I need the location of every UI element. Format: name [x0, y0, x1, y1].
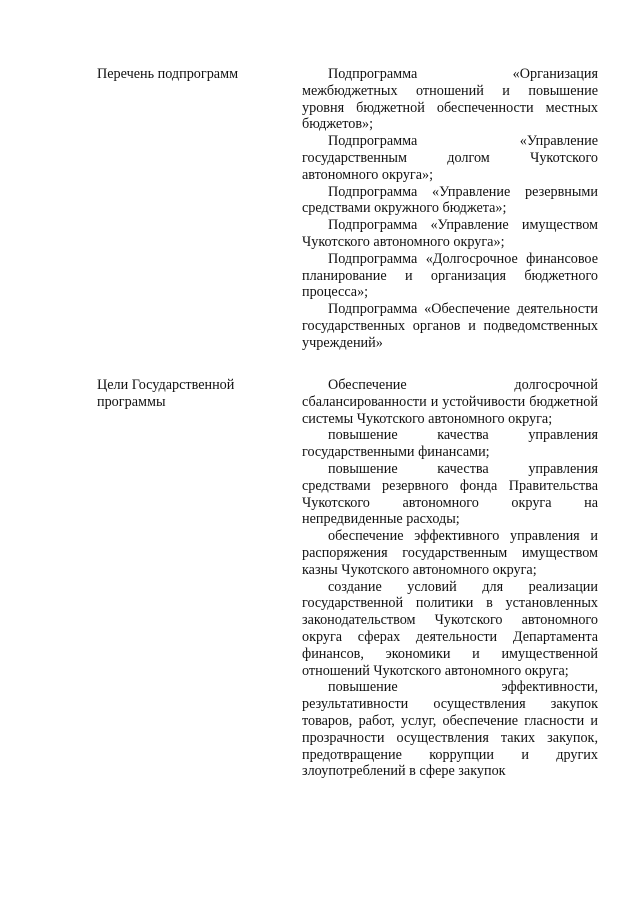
- goal-item: повышение качества управления государственными финансами;: [302, 427, 598, 461]
- subprogram-item: Подпрограмма «Управление имуществом Чукотского автономного округа»;: [302, 217, 598, 250]
- goals-label: Цели Государственной программы: [97, 377, 235, 410]
- goal-item: создание условий для реализации государственной политики в установленных законодательством Чукотского автономного округа сферах деятельности Департамента финансов, экономики и имущественной отношений Чукотского автономного округа;: [302, 578, 598, 679]
- goal-item: обеспечение эффективного управления и распоряжения государственным имуществом казны Чукотского автономного округа;: [302, 528, 598, 578]
- subprogram-item: Подпрограмма «Долгосрочное финансовое планирование и организация бюджетного процесса»;: [302, 250, 598, 301]
- goal-item: Обеспечение долгосрочной сбалансированности и устойчивости бюджетной системы Чукотского автономного округа;: [302, 377, 598, 427]
- subprograms-list: [302, 66, 598, 352]
- subprogram-item: Подпрограмма «Организация межбюджетных отношений и повышение уровня бюджетной обеспеченности местных бюджетов»;: [302, 66, 598, 133]
- goal-item: повышение качества управления средствами резервного фонда Правительства Чукотского автономного округа на непредвиденные расходы;: [302, 460, 598, 528]
- subprograms-label: Перечень подпрограмм: [97, 66, 239, 82]
- goals-list: [302, 377, 598, 780]
- subprogram-item: Подпрограмма «Управление резервными средствами окружного бюджета»;: [302, 183, 598, 217]
- subprogram-item: Подпрограмма «Управление государственным долгом Чукотского автономного округа»;: [302, 133, 598, 183]
- subprogram-item: Подпрограмма «Обеспечение деятельности государственных органов и подведомственных учреждений»: [302, 301, 598, 351]
- goal-item: повышение эффективности, результативности осуществления закупок товаров, работ, услуг, обеспечение гласности и прозрачности осуществления таких закупок, предотвращение коррупции и других злоупотреблений в сфере закупок: [302, 679, 598, 780]
